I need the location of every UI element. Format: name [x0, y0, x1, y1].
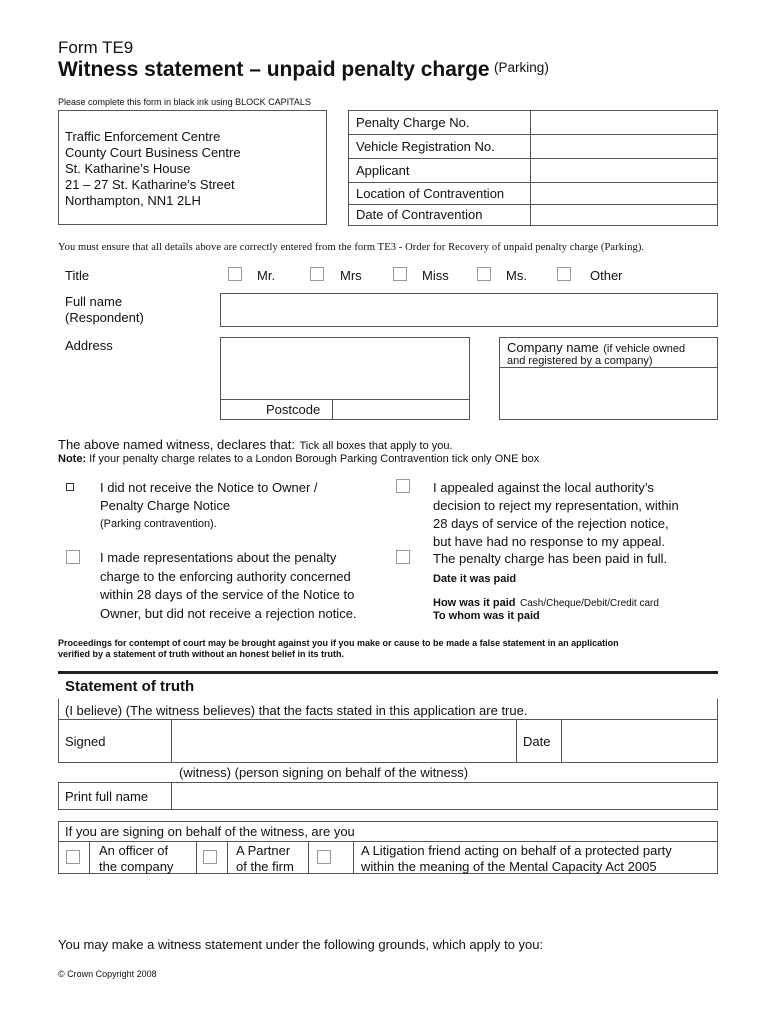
- block-capitals-instruction: Please complete this form in black ink using BLOCK CAPITALS: [58, 97, 311, 107]
- signed-label: Signed: [65, 734, 106, 749]
- full-name-label: Full name (Respondent): [65, 294, 144, 325]
- date-contravention-label: Date of Contravention: [356, 207, 483, 222]
- option-paid-text: The penalty charge has been paid in full.: [433, 551, 668, 566]
- form-title-suffix: (Parking): [494, 60, 549, 75]
- partner-label: A Partner of the firm: [236, 843, 294, 874]
- address-line: St. Katharine’s House: [65, 161, 191, 176]
- address-line: 21 – 27 St. Katharine’s Street: [65, 177, 235, 192]
- declaration-lead: The above named witness, declares that: Tick all boxes that apply to you.: [58, 437, 453, 452]
- address-label: Address: [65, 338, 113, 353]
- applicant-input[interactable]: [531, 159, 717, 182]
- officer-label: An officer of the company: [99, 843, 174, 874]
- option-representations-text: I made representations about the penalty charge to the enforcing authority concerned within 28 days of the service of the Notice to Owner, but did not receive a rejection notice.: [100, 550, 357, 621]
- title-other-checkbox[interactable]: [557, 267, 571, 281]
- statement-heading: Statement of truth: [65, 678, 195, 695]
- copyright: © Crown Copyright 2008: [58, 969, 157, 979]
- title-mr-checkbox[interactable]: [228, 267, 242, 281]
- date-paid-label: Date it was paid: [433, 573, 517, 585]
- form-number: Form TE9: [58, 38, 134, 57]
- date-label: Date: [523, 734, 551, 749]
- option-appealed-text: I appealed against the local authority’s decision to reject my representation, within 28 days of service of the rejection notice, but have had no response to my appeal.: [433, 480, 679, 549]
- date-contravention-input[interactable]: [531, 205, 717, 225]
- location-input[interactable]: [531, 183, 717, 204]
- litigation-friend-checkbox[interactable]: [317, 850, 331, 864]
- address-line: Northampton, NN1 2LH: [65, 193, 201, 208]
- company-name-label: Company name (if vehicle owned: [507, 340, 686, 355]
- location-label: Location of Contravention: [356, 186, 505, 201]
- title-miss-label: Miss: [422, 268, 449, 283]
- applicant-label: Applicant: [356, 163, 410, 178]
- signature-input[interactable]: [172, 720, 516, 762]
- partner-checkbox[interactable]: [203, 850, 217, 864]
- title-miss-checkbox[interactable]: [393, 267, 407, 281]
- to-whom-paid-label: To whom was it paid: [433, 610, 540, 622]
- behalf-heading: If you are signing on behalf of the witness, are you: [65, 824, 355, 839]
- officer-checkbox[interactable]: [66, 850, 80, 864]
- option-not-received-checkbox[interactable]: [66, 483, 74, 491]
- print-name-input[interactable]: [172, 783, 717, 809]
- date-input[interactable]: [562, 720, 717, 762]
- litigation-friend-label: A Litigation friend acting on behalf of a protected party within the meaning of the Mental Capacity Act 2005: [361, 843, 672, 874]
- title-mr-label: Mr.: [257, 268, 276, 283]
- company-name-note: and registered by a company): [507, 355, 653, 367]
- penalty-charge-input[interactable]: [531, 111, 717, 134]
- full-name-input[interactable]: [220, 293, 718, 327]
- vehicle-registration-input[interactable]: [531, 135, 717, 158]
- declaration-note: Note: If your penalty charge relates to a London Borough Parking Contravention tick only ONE box: [58, 453, 540, 465]
- postcode-input[interactable]: [333, 400, 469, 419]
- title-other-label: Other: [590, 268, 623, 283]
- title-ms-label: Ms.: [506, 268, 527, 283]
- statement-rule: [58, 671, 718, 674]
- option-appealed-checkbox[interactable]: [396, 479, 410, 493]
- court-address: [65, 129, 241, 209]
- option-representations-checkbox[interactable]: [66, 550, 80, 564]
- option-paid-checkbox[interactable]: [396, 550, 410, 564]
- address-line: County Court Business Centre: [65, 145, 241, 160]
- title-ms-checkbox[interactable]: [477, 267, 491, 281]
- penalty-charge-label: Penalty Charge No.: [356, 115, 470, 130]
- address-line: Traffic Enforcement Centre: [65, 129, 221, 144]
- print-name-label: Print full name: [65, 789, 149, 804]
- witness-note: (witness) (person signing on behalf of the witness): [179, 765, 469, 780]
- postcode-label: Postcode: [266, 402, 321, 417]
- grounds-intro: You may make a witness statement under the following grounds, which apply to you:: [58, 937, 544, 952]
- title-mrs-checkbox[interactable]: [310, 267, 324, 281]
- vehicle-registration-label: Vehicle Registration No.: [356, 139, 495, 154]
- te3-notice: You must ensure that all details above are correctly entered from the form TE3 - Order for Recovery of unpaid penalty charge (Parking).: [58, 242, 645, 253]
- title-label: Title: [65, 268, 90, 283]
- title-mrs-label: Mrs: [340, 268, 362, 283]
- form-title: [58, 57, 549, 83]
- how-paid-label: How was it paid Cash/Cheque/Debit/Credit card: [433, 597, 659, 609]
- contempt-warning: Proceedings for contempt of court may be brought against you if you make or cause to be made a false statement in an application verified by a statement of truth without an honest belief in its truth.: [58, 638, 619, 659]
- belief-statement: (I believe) (The witness believes) that the facts stated in this application are true.: [65, 703, 528, 718]
- form-title-main: Witness statement – unpaid penalty charge: [58, 58, 490, 81]
- option-not-received-text: I did not receive the Notice to Owner / Penalty Charge Notice (Parking contravention).: [100, 480, 318, 530]
